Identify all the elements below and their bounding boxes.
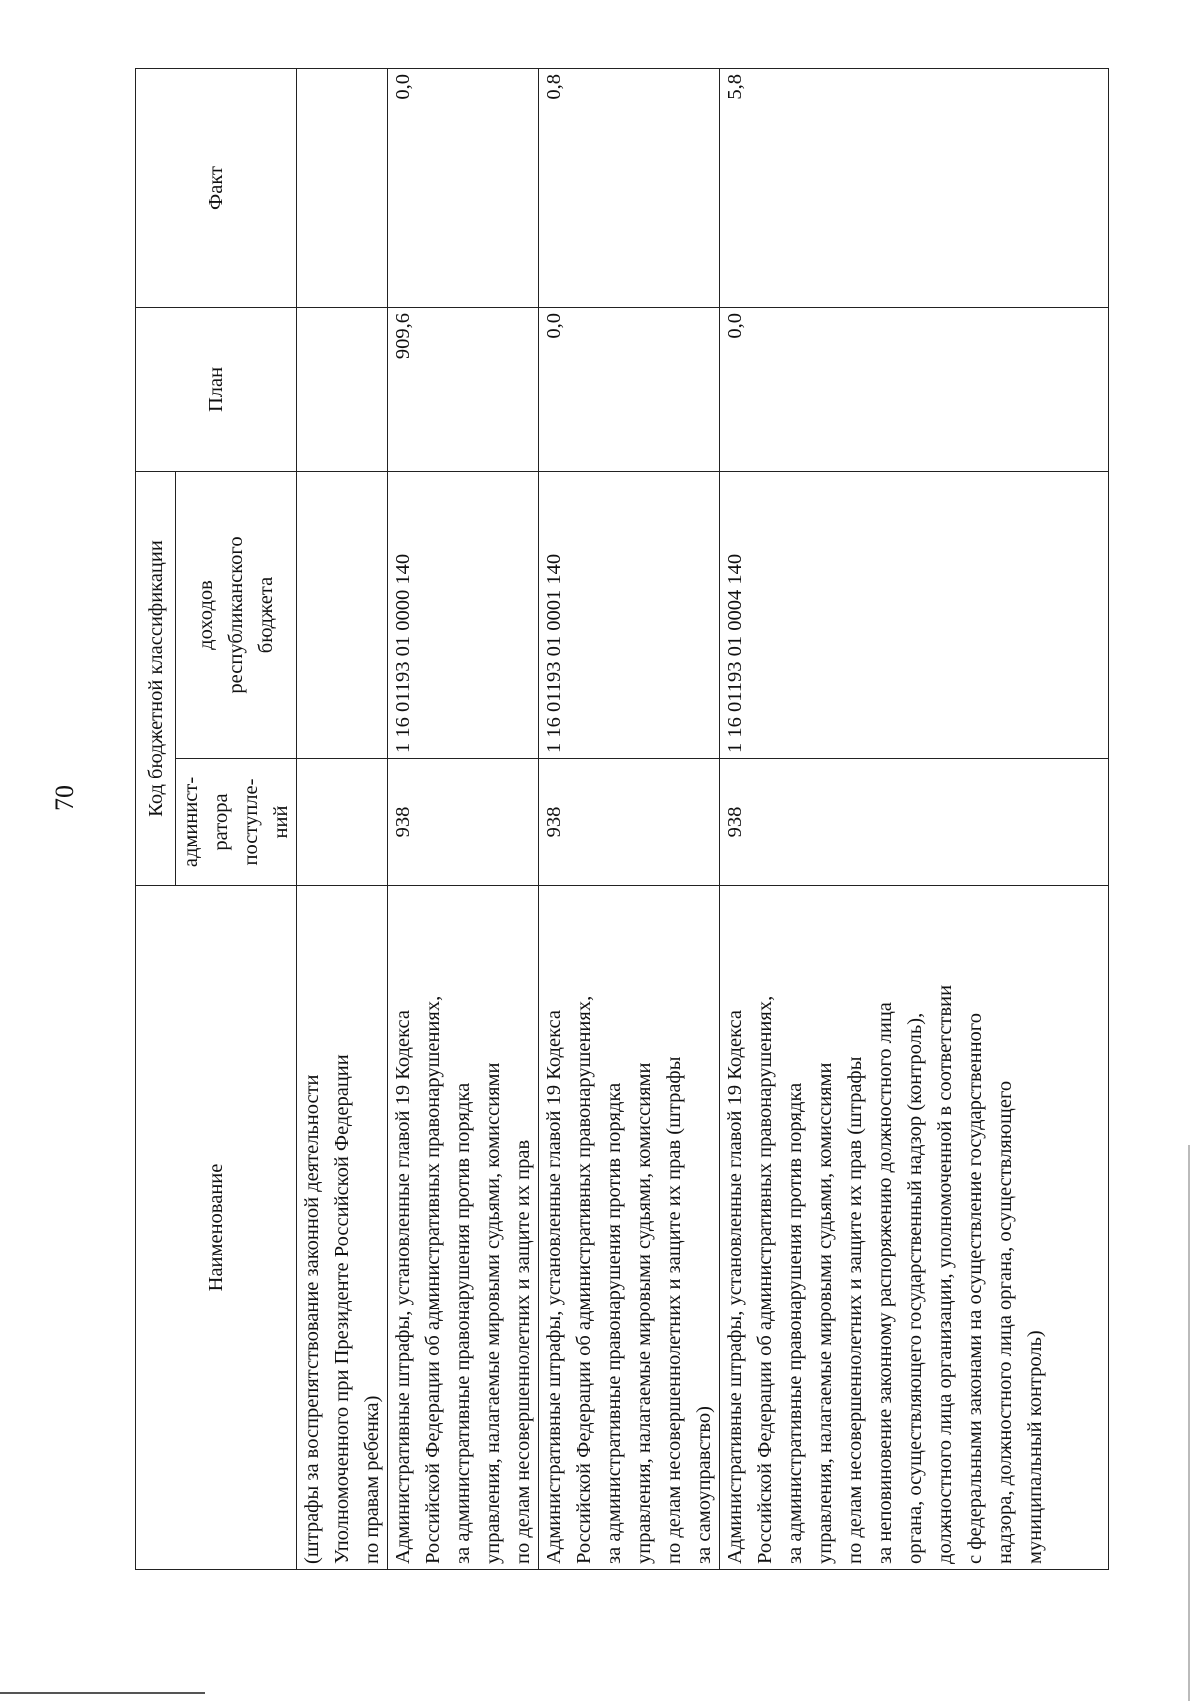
scan-artifact-line	[0, 1692, 205, 1694]
row-fact: 0,8	[539, 68, 720, 307]
budget-classification-table	[135, 68, 1109, 1570]
row-income-code	[297, 471, 388, 758]
row-plan: 909,6	[388, 307, 539, 471]
row-name: Административные штрафы, установленные главой 19 Кодекса Российской Федерации об административных правонарушениях, за административные правонарушения против порядка управления, налагаемые мировыми судьями, комиссиями по делам несовершеннолетних и защите их прав (штрафы за самоуправство)	[539, 886, 720, 1570]
row-name: (штрафы за воспрепятствование законной деятельности Уполномоченного при Президенте Российской Федерации по правам ребенка)	[297, 886, 388, 1570]
row-admin-code: 938	[539, 759, 720, 886]
scan-edge-line	[1188, 1145, 1190, 1701]
row-fact	[297, 68, 388, 307]
page-number: 70	[50, 785, 79, 811]
table-row	[388, 68, 539, 1569]
rotated-table-wrapper	[135, 69, 1100, 1570]
header-name: Наименование	[136, 886, 297, 1570]
table-row	[297, 68, 388, 1569]
table-row	[539, 68, 720, 1569]
row-income-code: 1 16 01193 01 0004 140	[720, 471, 1109, 758]
header-row-1	[136, 68, 176, 1569]
row-admin-code: 938	[720, 759, 1109, 886]
row-name: Административные штрафы, установленные главой 19 Кодекса Российской Федерации об административных правонарушениях, за административные правонарушения против порядка управления, налагаемые мировыми судьями, комиссиями по делам несовершеннолетних и защите их прав (штрафы за неповиновение законному распоряжению должностного лица органа, осуществляющего государственный надзор (контроль), должностного лица организации, уполномоченной в соответствии с федеральными законами на осуществление государственного надзора, должностного лица органа, осуществляющего муниципальный контроль)	[720, 886, 1109, 1570]
row-admin-code: 938	[388, 759, 539, 886]
row-name: Административные штрафы, установленные главой 19 Кодекса Российской Федерации об административных правонарушениях, за административные правонарушения против порядка управления, налагаемые мировыми судьями, комиссиями по делам несовершеннолетних и защите их прав	[388, 886, 539, 1570]
header-income: доходов республиканского бюджета	[176, 471, 297, 758]
rotated-table-container	[135, 69, 1100, 1570]
row-fact: 5,8	[720, 68, 1109, 307]
row-fact: 0,0	[388, 68, 539, 307]
header-plan: План	[136, 307, 297, 471]
row-plan: 0,0	[720, 307, 1109, 471]
header-admin: админист- ратора поступле- ний	[176, 759, 297, 886]
header-code-group: Код бюджетной классификации	[136, 471, 176, 885]
row-admin-code	[297, 759, 388, 886]
row-plan: 0,0	[539, 307, 720, 471]
row-income-code: 1 16 01193 01 0001 140	[539, 471, 720, 758]
table-row	[720, 68, 1109, 1569]
row-plan	[297, 307, 388, 471]
header-fact: Факт	[136, 68, 297, 307]
row-income-code: 1 16 01193 01 0000 140	[388, 471, 539, 758]
